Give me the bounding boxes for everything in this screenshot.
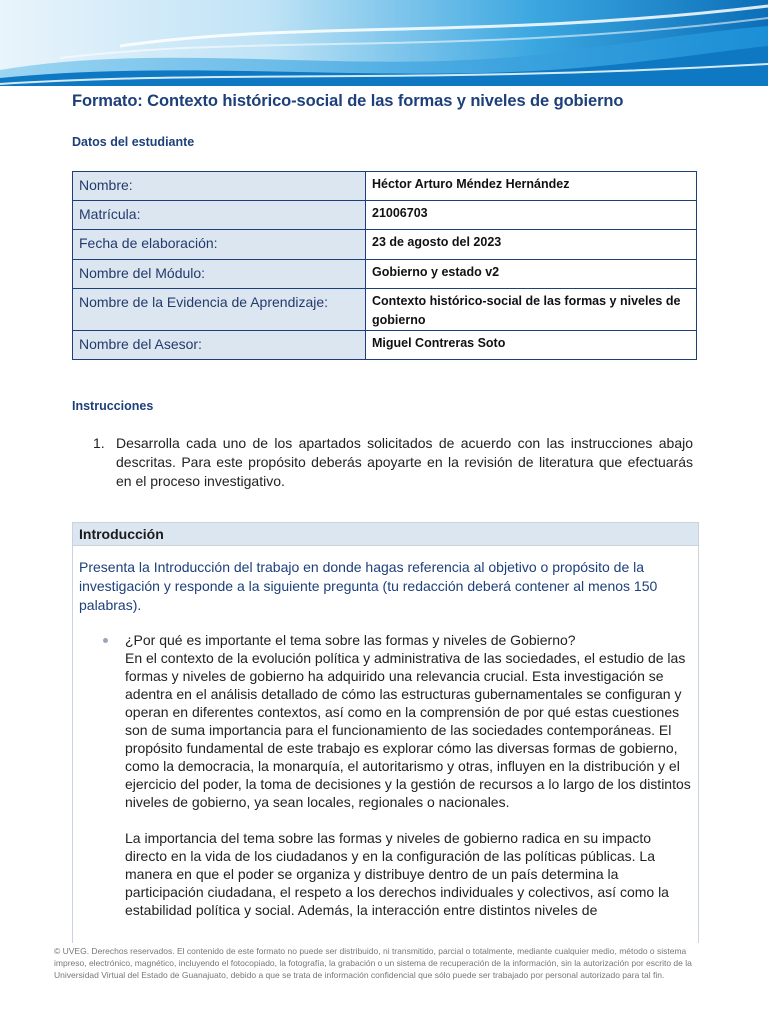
- instructions-list: [93, 434, 693, 491]
- table-row: [73, 260, 697, 289]
- field-label: Nombre de la Evidencia de Aprendizaje:: [73, 289, 366, 331]
- bullet-icon: [103, 638, 108, 643]
- list-item: Desarrolla cada uno de los apartados solicitados de acuerdo con las instrucciones abajo descritas. Para este propósito deberás apoyarte en la revisión de literatura que efectuarás en el proceso investigativo.: [116, 435, 693, 489]
- field-label: Fecha de elaboración:: [73, 230, 366, 260]
- field-label: Matrícula:: [73, 201, 366, 230]
- field-value: Miguel Contreras Soto: [366, 331, 697, 360]
- table-row: [73, 289, 697, 331]
- table-row: [73, 331, 697, 360]
- introduction-section: [72, 522, 699, 943]
- document-title: Formato: Contexto histórico-social de las formas y niveles de gobierno: [72, 92, 624, 110]
- copyright-footer: © UVEG. Derechos reservados. El contenido de este formato no puede ser distribuido, ni transmitido, parcial o totalmente, mediante cualquier medio, método o sistema impreso, electrónico, magnético, incluyendo el fotocopiado, la fotografía, la grabación o un sistema de recuperación de la información, sin la autorización por escrito de la Universidad Virtual del Estado de Guanajuato, debido a que se trata de información confidencial que sólo puede ser trabajado por personal autorizado para tal fin.: [54, 946, 692, 980]
- field-value: 23 de agosto del 2023: [366, 230, 697, 260]
- field-label: Nombre:: [73, 172, 366, 201]
- student-data-table: [72, 171, 697, 360]
- introduction-heading: Introducción: [73, 523, 698, 546]
- field-label: Nombre del Módulo:: [73, 260, 366, 289]
- introduction-prompt: Presenta la Introducción del trabajo en donde hagas referencia al objetivo o propósito de la investigación y responde a la siguiente pregunta (tu redacción deberá contener al menos 150 palabras).: [79, 559, 658, 613]
- list-number: 1.: [93, 435, 105, 451]
- table-row: [73, 201, 697, 230]
- field-value: Héctor Arturo Méndez Hernández: [366, 172, 697, 201]
- field-label: Nombre del Asesor:: [73, 331, 366, 360]
- answer-paragraph: En el contexto de la evolución política y administrativa de las sociedades, el estudio de las formas y niveles de gobierno ha adquirido una relevancia crucial. Esta investigación se adentra en el análisis detallado de cómo las estructuras gubernamentales se configuran y operan en diferentes contextos, así como en la comprensión de por qué estas cuestiones son de suma importancia para el funcionamiento de las sociedades contemporáneas. El propósito fundamental de este trabajo es explorar cómo las diversas formas de gobierno, como la democracia, la monarquía, el autoritarismo y otras, influyen en la distribución y el ejercicio del poder, la toma de decisiones y la gestión de recursos a lo largo de los distintos niveles de gobierno, ya sean locales, regionales o nacionales.: [125, 650, 691, 810]
- header-banner: [0, 0, 768, 86]
- field-value: Gobierno y estado v2: [366, 260, 697, 289]
- answer-paragraph: La importancia del tema sobre las formas y niveles de gobierno radica en su impacto directo en la vida de los ciudadanos y en la configuración de las políticas públicas. La manera en que el poder se organiza y distribuye dentro de un país determina la participación ciudadana, el respeto a los derechos individuales y colectivos, así como la estabilidad política y social. Además, la interacción entre distintos niveles de: [125, 830, 669, 918]
- field-value: Contexto histórico-social de las formas y niveles de gobierno: [366, 289, 697, 331]
- field-value: 21006703: [366, 201, 697, 230]
- table-row: [73, 172, 697, 201]
- introduction-answer: [125, 631, 693, 919]
- question-text: ¿Por qué es importante el tema sobre las formas y niveles de Gobierno?: [125, 632, 576, 648]
- student-data-heading: Datos del estudiante: [72, 135, 195, 149]
- table-row: [73, 230, 697, 260]
- instructions-heading: Instrucciones: [72, 399, 154, 413]
